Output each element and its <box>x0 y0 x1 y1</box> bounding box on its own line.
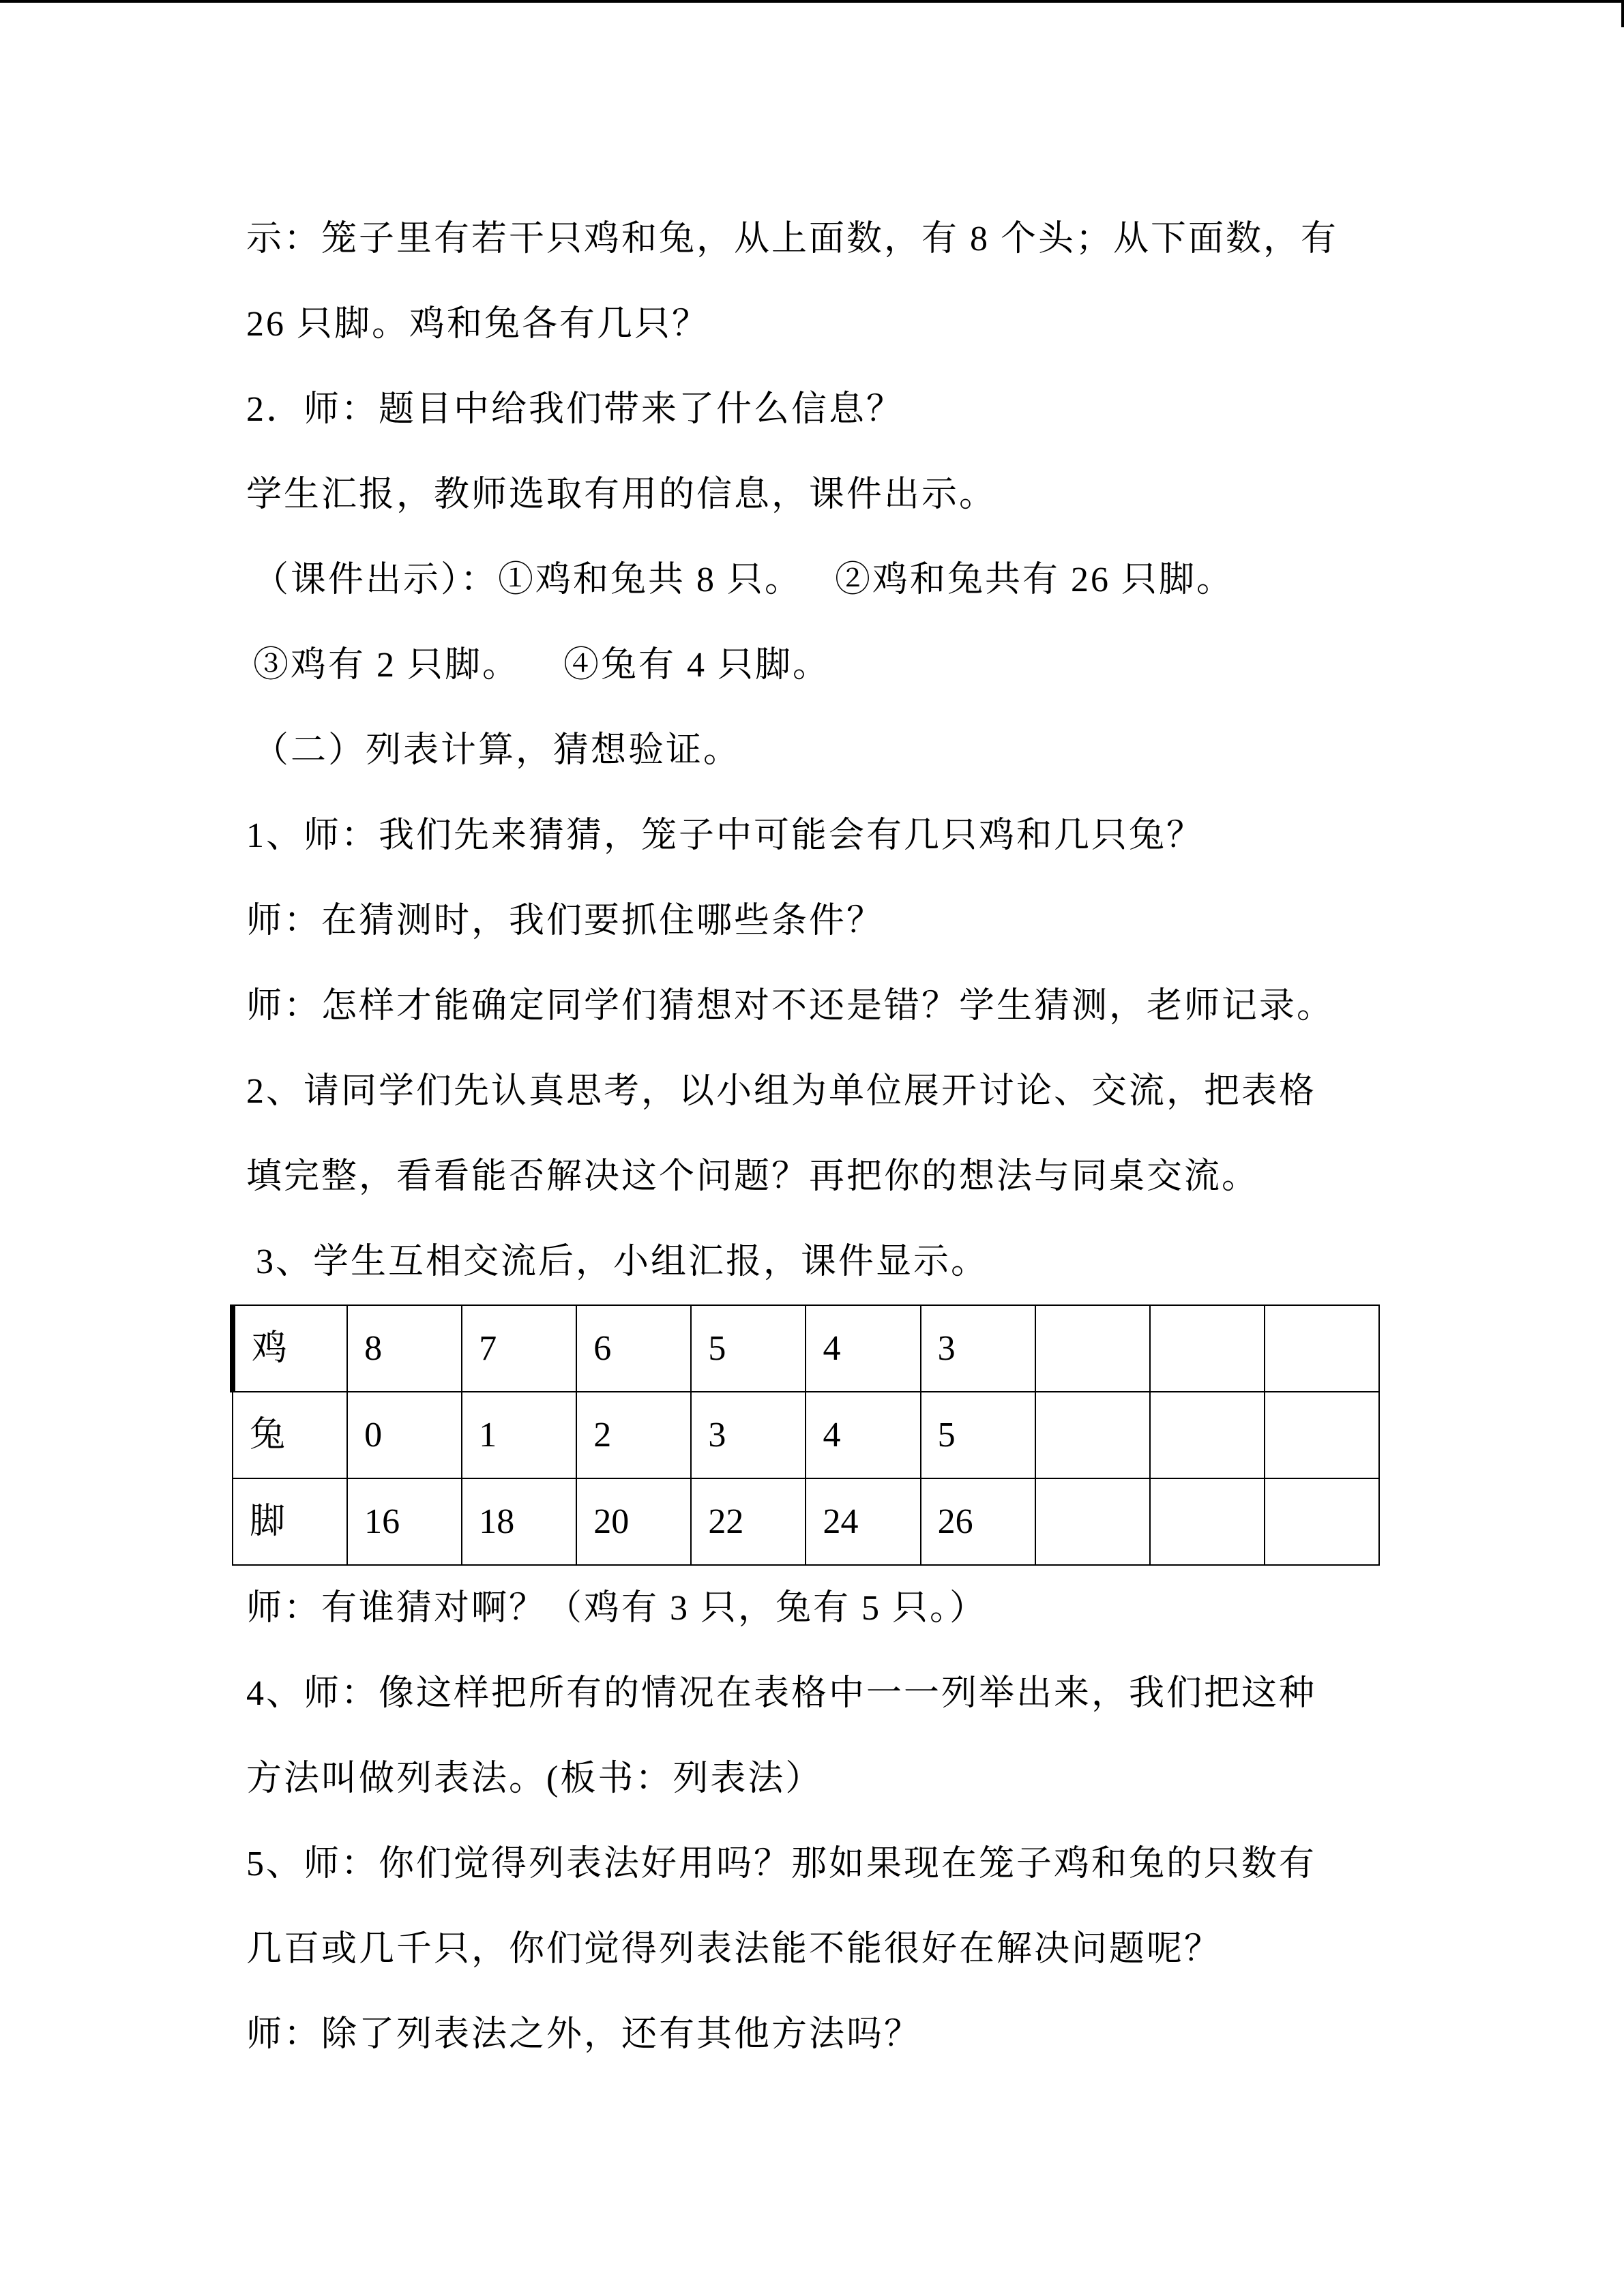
table-cell: 18 <box>462 1478 576 1565</box>
courseware-conditions-line-2: ③鸡有 2 只脚。 ④兔有 4 只脚。 <box>253 646 831 685</box>
empty-cell <box>1035 1305 1150 1392</box>
table-cell: 7 <box>462 1305 576 1392</box>
empty-cell <box>1150 1305 1265 1392</box>
student-report: 学生汇报，教师选取有用的信息，课件出示。 <box>246 475 997 514</box>
table-cell: 22 <box>691 1478 806 1565</box>
step-3-report: 3、学生互相交流后，小组汇报，课件显示。 <box>256 1242 989 1281</box>
info-question: 2．师：题目中给我们带来了什么信息？ <box>246 390 904 429</box>
page-right-border <box>1621 0 1624 27</box>
step-4-line-2: 方法叫做列表法。(板书：列表法） <box>246 1759 823 1798</box>
table-row-chicken <box>233 1305 1379 1392</box>
empty-cell <box>1035 1392 1150 1478</box>
row-label-chicken: 鸡 <box>233 1305 347 1392</box>
table-cell: 2 <box>576 1392 691 1478</box>
teacher-other-methods: 师：除了列表法之外，还有其他方法吗？ <box>246 2015 922 2054</box>
section-heading: （二）列表计算，猜想验证。 <box>253 731 741 770</box>
problem-line-2: 26 只脚。鸡和兔各有几只？ <box>246 305 710 344</box>
page-top-border <box>0 0 1624 3</box>
teacher-conditions-question: 师：在猜测时，我们要抓住哪些条件？ <box>246 901 885 940</box>
table-cell: 4 <box>806 1305 920 1392</box>
table-cell: 1 <box>462 1392 576 1478</box>
teacher-answer: 师：有谁猜对啊？（鸡有 3 只，兔有 5 只。） <box>246 1589 988 1628</box>
step-4-line-1: 4、师：像这样把所有的情况在表格中一一列举出来，我们把这种 <box>246 1674 1317 1713</box>
row-label-feet: 脚 <box>233 1478 347 1565</box>
empty-cell <box>1150 1478 1265 1565</box>
table-cell: 26 <box>921 1478 1035 1565</box>
step-1-guess: 1、师：我们先来猜猜，笼子中可能会有几只鸡和几只兔？ <box>246 816 1205 855</box>
table-cell: 5 <box>691 1305 806 1392</box>
table-row-rabbit <box>233 1392 1379 1478</box>
table-cell: 0 <box>347 1392 462 1478</box>
row-label-rabbit: 兔 <box>233 1392 347 1478</box>
table-cell: 5 <box>921 1392 1035 1478</box>
teacher-verify-question: 师：怎样才能确定同学们猜想对不还是错？学生猜测，老师记录。 <box>246 987 1335 1026</box>
guess-table <box>230 1304 1380 1566</box>
courseware-conditions-line-1: （课件出示）：①鸡和兔共 8 只。 ②鸡和兔共有 26 只脚。 <box>253 561 1235 599</box>
table-row-feet <box>233 1478 1379 1565</box>
step-2-line-1: 2、请同学们先认真思考，以小组为单位展开讨论、交流，把表格 <box>246 1072 1317 1111</box>
table-cell: 4 <box>806 1392 920 1478</box>
step-5-line-1: 5、师：你们觉得列表法好用吗？那如果现在笼子鸡和兔的只数有 <box>246 1845 1317 1883</box>
table-cell: 16 <box>347 1478 462 1565</box>
table-cell: 20 <box>576 1478 691 1565</box>
empty-cell <box>1265 1305 1379 1392</box>
empty-cell <box>1265 1392 1379 1478</box>
step-2-line-2: 填完整，看看能否解决这个问题？再把你的想法与同桌交流。 <box>246 1157 1260 1196</box>
empty-cell <box>1150 1392 1265 1478</box>
empty-cell <box>1265 1478 1379 1565</box>
lesson-content <box>246 196 1447 2077</box>
table-cell: 24 <box>806 1478 920 1565</box>
table-cell: 6 <box>576 1305 691 1392</box>
table-cell: 8 <box>347 1305 462 1392</box>
table-cell: 3 <box>691 1392 806 1478</box>
table-cell: 3 <box>921 1305 1035 1392</box>
empty-cell <box>1035 1478 1150 1565</box>
problem-line-1: 示：笼子里有若干只鸡和兔，从上面数，有 8 个头；从下面数，有 <box>246 220 1339 258</box>
step-5-line-2: 几百或几千只，你们觉得列表法能不能很好在解决问题呢？ <box>246 1930 1222 1969</box>
